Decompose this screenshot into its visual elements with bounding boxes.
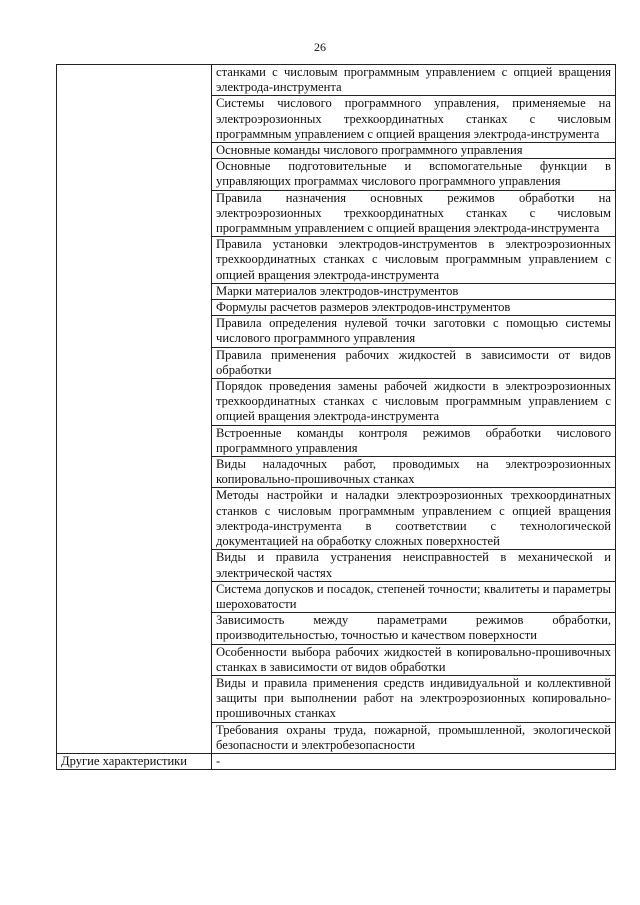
requirements-table — [56, 64, 616, 770]
knowledge-item: Системы числового программного управления, применяемые на электроэрозионных трехкоординатных станках с числовым программным управлением с опцией вращения электрода-инструмента — [212, 96, 616, 143]
knowledge-item: Зависимость между параметрами режимов обработки, производительностью, точностью и качеством поверхности — [212, 613, 616, 644]
page-number: 26 — [314, 40, 326, 54]
section-label-cell — [57, 65, 212, 754]
table-row — [57, 65, 616, 96]
table-row — [57, 753, 616, 769]
knowledge-item: Особенности выбора рабочих жидкостей в копировально-прошивочных станках в зависимости от видов обработки — [212, 644, 616, 675]
other-characteristics-value: - — [212, 753, 616, 769]
knowledge-item: Правила назначения основных режимов обработки на электроэрозионных трехкоординатных станках с числовым программным управлением с опцией вращения электрода-инструмента — [212, 190, 616, 237]
knowledge-item: Виды и правила применения средств индивидуальной и коллективной защиты при выполнении работ на электроэрозионных копировально-прошивочных станках — [212, 675, 616, 722]
knowledge-item: Виды наладочных работ, проводимых на электроэрозионных копировально-прошивочных станках — [212, 457, 616, 488]
knowledge-item: Основные команды числового программного управления — [212, 143, 616, 159]
other-characteristics-label: Другие характеристики — [57, 753, 212, 769]
knowledge-item: Встроенные команды контроля режимов обработки числового программного управления — [212, 425, 616, 456]
knowledge-item: Правила применения рабочих жидкостей в зависимости от видов обработки — [212, 347, 616, 378]
knowledge-item: Виды и правила устранения неисправностей в механической и электрической частях — [212, 550, 616, 581]
knowledge-item: Правила установки электродов-инструментов в электроэрозионных трехкоординатных станках с числовым программным управлением с опцией вращения электрода-инструмента — [212, 237, 616, 284]
knowledge-item: Система допусков и посадок, степеней точности; квалитеты и параметры шероховатости — [212, 581, 616, 612]
knowledge-item: Основные подготовительные и вспомогательные функции в управляющих программах числового программного управления — [212, 159, 616, 190]
knowledge-item: станками с числовым программным управлением с опцией вращения электрода-инструмента — [212, 65, 616, 96]
knowledge-item: Правила определения нулевой точки заготовки с помощью системы числового программного управления — [212, 316, 616, 347]
knowledge-item: Требования охраны труда, пожарной, промышленной, экологической безопасности и электробезопасности — [212, 722, 616, 753]
knowledge-item: Формулы расчетов размеров электродов-инструментов — [212, 300, 616, 316]
knowledge-item: Методы настройки и наладки электроэрозионных трехкоординатных станков с числовым программным управлением с опцией вращения электрода-инструмента в соответствии с технологической документацией на обработку сложных поверхностей — [212, 488, 616, 550]
knowledge-item: Порядок проведения замены рабочей жидкости в электроэрозионных трехкоординатных станках с числовым программным управлением с опцией вращения электрода-инструмента — [212, 379, 616, 426]
knowledge-item: Марки материалов электродов-инструментов — [212, 283, 616, 299]
